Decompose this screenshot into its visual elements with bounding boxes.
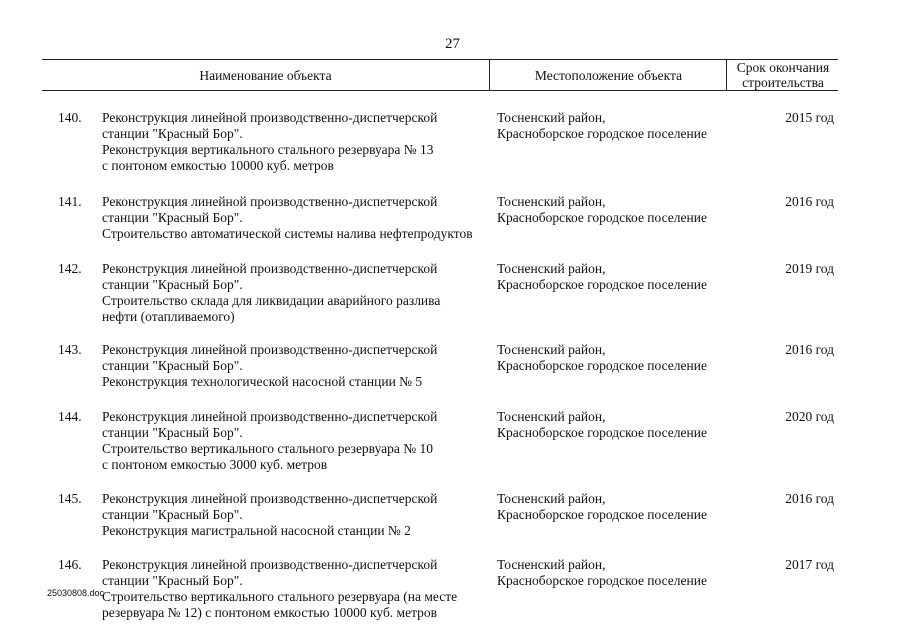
object-name-line: Реконструкция технологической насосной станции № 5 xyxy=(102,374,423,389)
row-number: 142. xyxy=(58,261,82,276)
object-name-line: станции "Красный Бор". xyxy=(102,126,243,141)
object-name xyxy=(102,409,492,473)
completion-year: 2017 год xyxy=(785,557,834,572)
object-location-line: Красноборское городское поселение xyxy=(497,277,707,292)
table-row xyxy=(0,491,905,539)
object-location-line: Тосненский район, xyxy=(497,409,606,424)
object-name-line: Строительство вертикального стального резервуара (на месте xyxy=(102,589,458,604)
object-location-line: Красноборское городское поселение xyxy=(497,425,707,440)
row-number: 146. xyxy=(58,557,82,572)
footer-filename: 25030808.doc xyxy=(47,588,105,598)
object-location xyxy=(497,261,707,293)
row-number: 144. xyxy=(58,409,82,424)
completion-year: 2016 год xyxy=(785,194,834,209)
object-name-line: станции "Красный Бор". xyxy=(102,358,243,373)
table-row xyxy=(0,409,905,473)
object-name-line: станции "Красный Бор". xyxy=(102,425,243,440)
table-body xyxy=(0,110,905,621)
object-name-line: Реконструкция линейной производственно-диспетчерской xyxy=(102,110,438,125)
object-location xyxy=(497,342,707,374)
object-location-line: Красноборское городское поселение xyxy=(497,210,707,225)
object-name-line: Строительство вертикального стального резервуара № 10 xyxy=(102,441,434,456)
object-name-line: с понтоном емкостью 10000 куб. метров xyxy=(102,158,334,173)
object-location-line: Тосненский район, xyxy=(497,557,606,572)
table-row xyxy=(0,557,905,621)
row-number: 145. xyxy=(58,491,82,506)
object-name-line: резервуара № 12) с понтоном емкостью 10000 куб. метров xyxy=(102,605,438,620)
row-number: 141. xyxy=(58,194,82,209)
object-name xyxy=(102,557,492,621)
object-location xyxy=(497,194,707,226)
object-location-line: Тосненский район, xyxy=(497,110,606,125)
table-row xyxy=(0,194,905,242)
header-object-name: Наименование объекта xyxy=(199,67,332,83)
object-name-line: Реконструкция магистральной насосной станции № 2 xyxy=(102,523,411,538)
completion-year: 2019 год xyxy=(785,261,834,276)
object-name-line: Реконструкция линейной производственно-диспетчерской xyxy=(102,342,438,357)
page-number: 27 xyxy=(445,36,460,52)
object-name xyxy=(102,261,492,325)
table-header xyxy=(42,59,838,91)
object-location xyxy=(497,110,707,142)
object-location-line: Красноборское городское поселение xyxy=(497,507,707,522)
object-name-line: Реконструкция линейной производственно-диспетчерской xyxy=(102,194,438,209)
object-name-line: станции "Красный Бор". xyxy=(102,277,243,292)
object-name xyxy=(102,110,492,174)
table-row xyxy=(0,342,905,390)
object-name-line: Строительство автоматической системы налива нефтепродуктов xyxy=(102,226,473,241)
object-location xyxy=(497,557,707,589)
object-name-line: Реконструкция линейной производственно-диспетчерской xyxy=(102,261,438,276)
object-location-line: Тосненский район, xyxy=(497,194,606,209)
object-location-line: Красноборское городское поселение xyxy=(497,358,707,373)
row-number: 143. xyxy=(58,342,82,357)
object-location-line: Тосненский район, xyxy=(497,491,606,506)
object-location xyxy=(497,491,707,523)
object-name xyxy=(102,342,492,390)
object-name-line: станции "Красный Бор". xyxy=(102,507,243,522)
object-name-line: с понтоном емкостью 3000 куб. метров xyxy=(102,457,328,472)
object-name-line: нефти (отапливаемого) xyxy=(102,309,235,324)
object-name-line: Реконструкция вертикального стального резервуара № 13 xyxy=(102,142,434,157)
object-name-line: станции "Красный Бор". xyxy=(102,210,243,225)
completion-year: 2020 год xyxy=(785,409,834,424)
table-row xyxy=(0,261,905,325)
object-location xyxy=(497,409,707,441)
completion-year: 2015 год xyxy=(785,110,834,125)
object-name-line: Реконструкция линейной производственно-диспетчерской xyxy=(102,409,438,424)
completion-year: 2016 год xyxy=(785,491,834,506)
object-name-line: Реконструкция линейной производственно-диспетчерской xyxy=(102,557,438,572)
object-name-line: Реконструкция линейной производственно-диспетчерской xyxy=(102,491,438,506)
object-location-line: Красноборское городское поселение xyxy=(497,573,707,588)
object-location-line: Тосненский район, xyxy=(497,342,606,357)
table-row xyxy=(0,110,905,174)
header-completion-date-label: Срок окончания строительства xyxy=(736,60,830,90)
object-name-line: станции "Красный Бор". xyxy=(102,573,243,588)
object-name xyxy=(102,194,492,242)
header-completion-date xyxy=(726,60,839,90)
row-number: 140. xyxy=(58,110,82,125)
object-name-line: Строительство склада для ликвидации аварийного разлива xyxy=(102,293,441,308)
completion-year: 2016 год xyxy=(785,342,834,357)
object-location-line: Красноборское городское поселение xyxy=(497,126,707,141)
object-name xyxy=(102,491,492,539)
header-object-location: Местоположение объекта xyxy=(489,60,727,90)
object-location-line: Тосненский район, xyxy=(497,261,606,276)
